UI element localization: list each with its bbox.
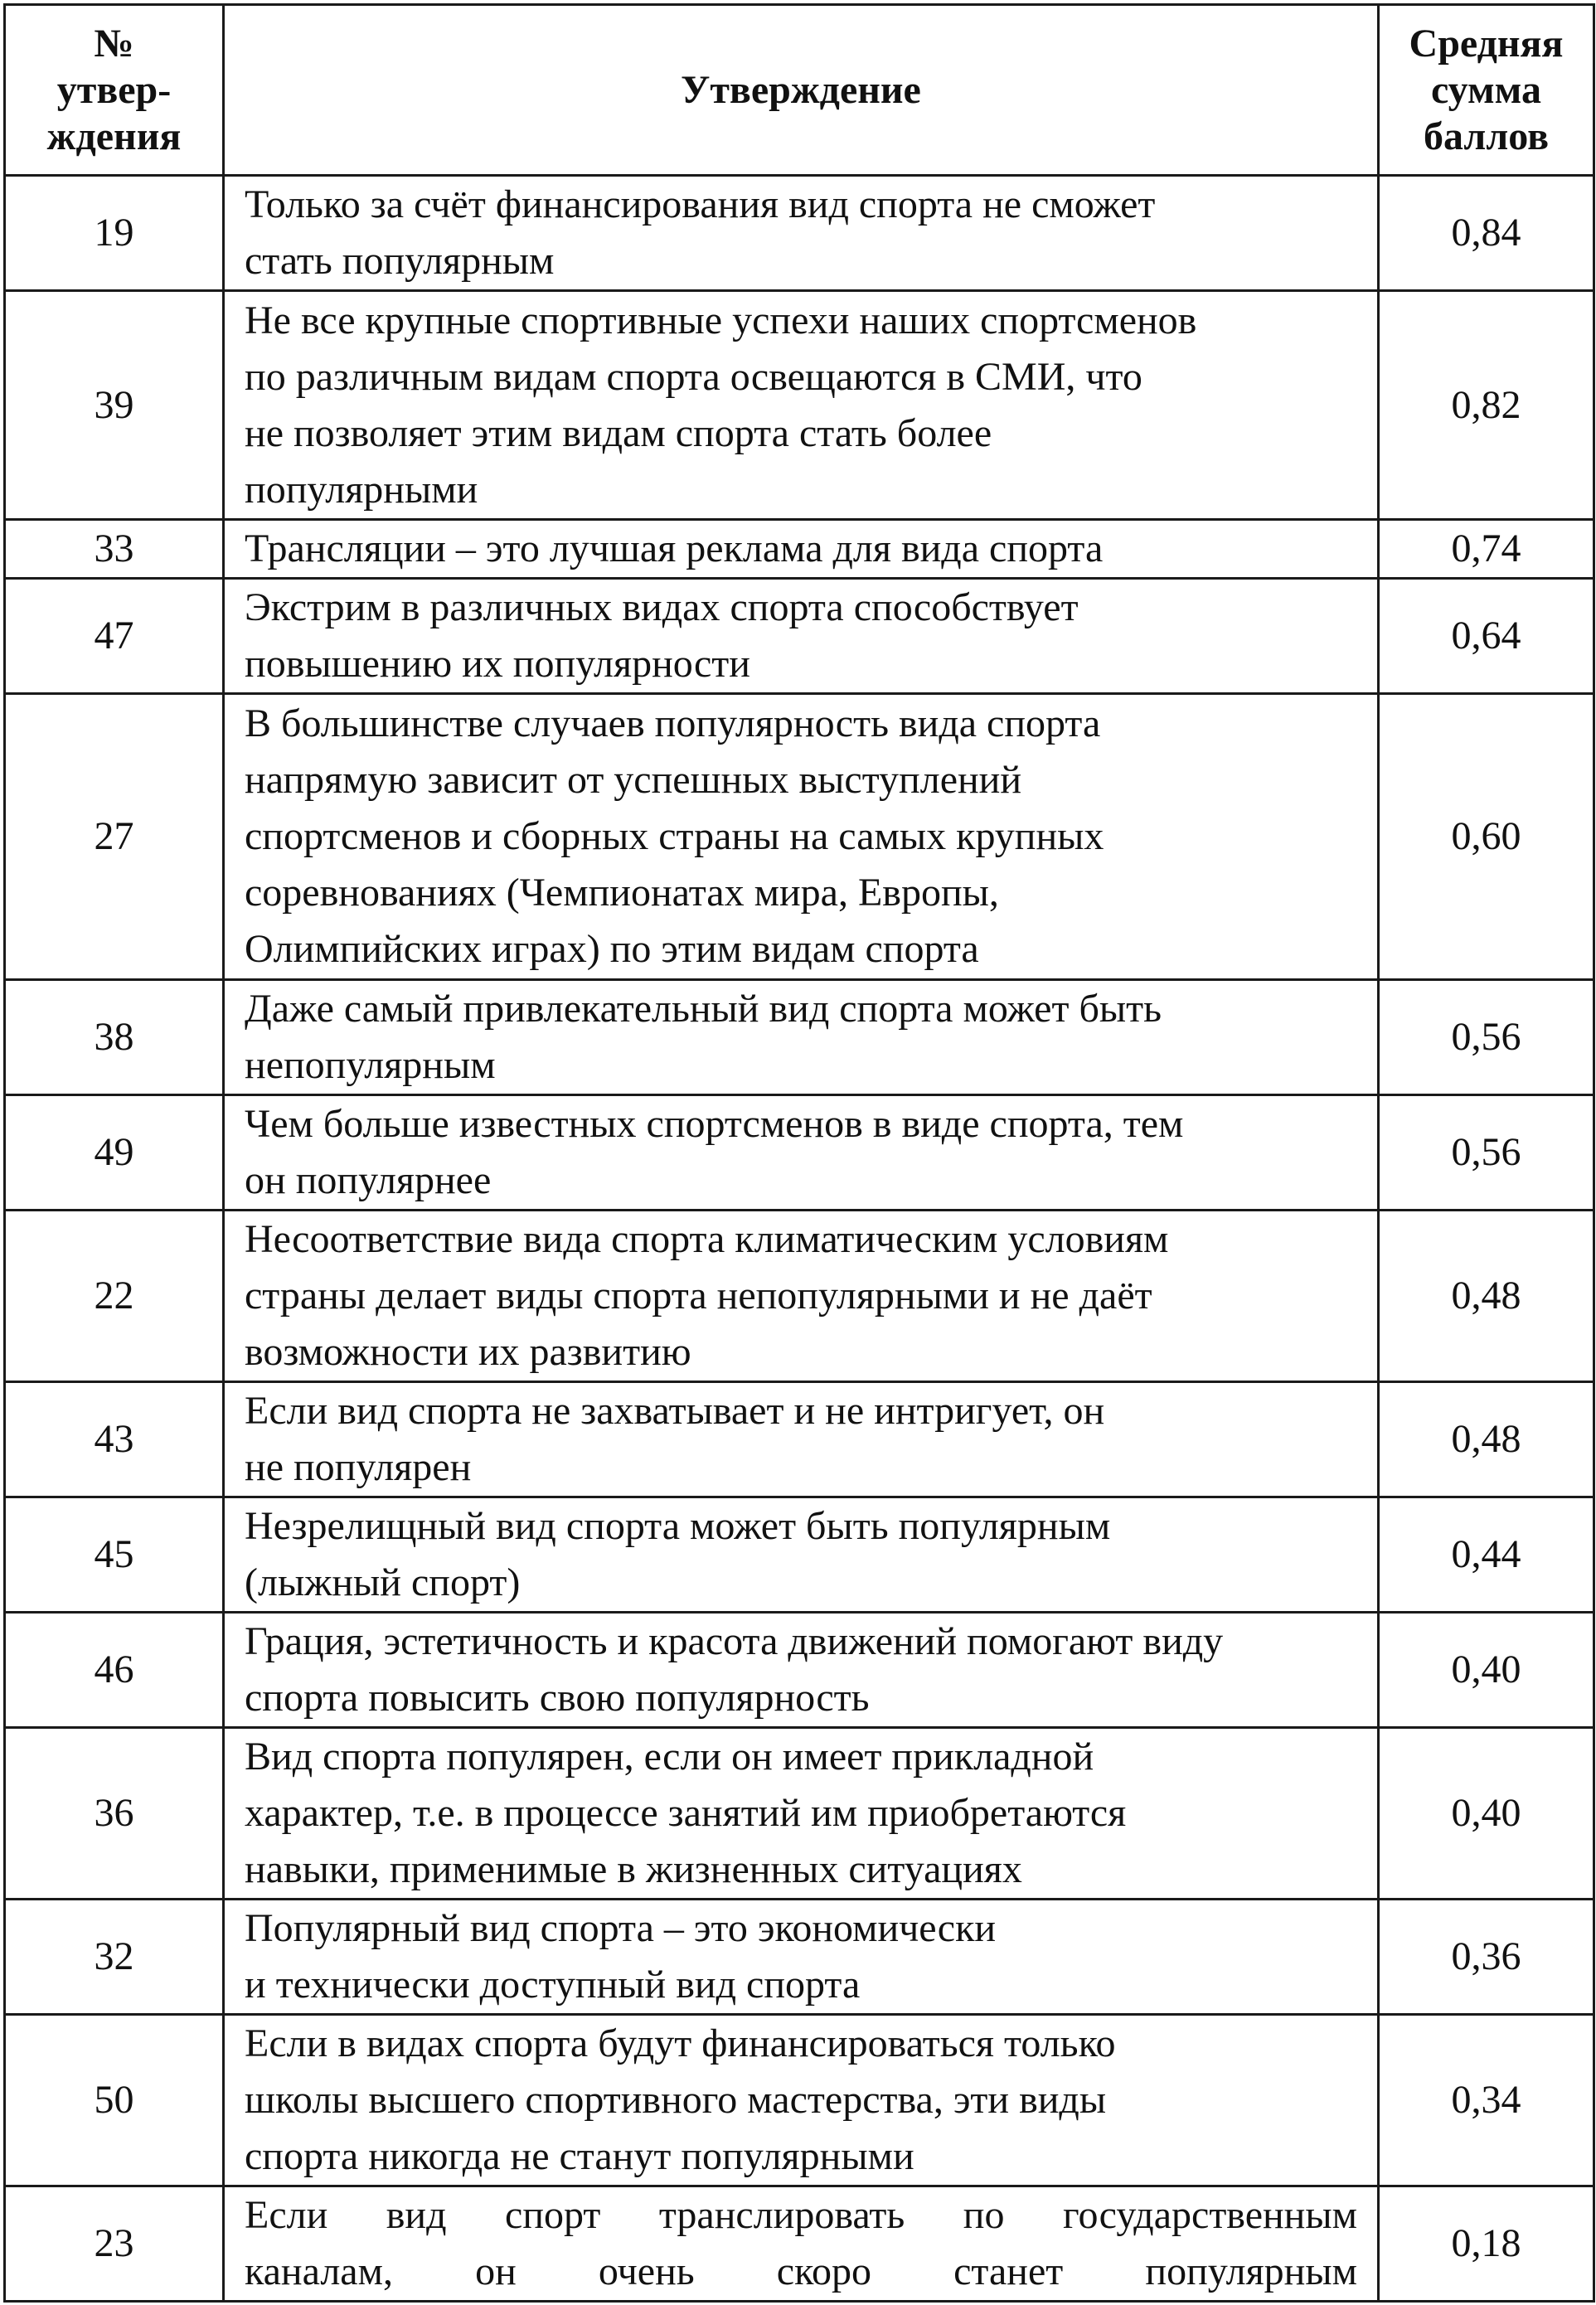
statement-line: Чем больше известных спортсменов в виде спорта, тем bbox=[245, 1102, 1184, 1146]
statement-number: 46 bbox=[5, 1613, 224, 1728]
statement-text bbox=[224, 694, 1379, 980]
statement-line: спорта повысить свою популярность bbox=[245, 1676, 870, 1720]
statement-line: характер, т.е. в процессе занятий им приобретаются bbox=[245, 1791, 1127, 1835]
average-score: 0,34 bbox=[1379, 2015, 1594, 2186]
statement-text bbox=[224, 1497, 1379, 1613]
statement-number: 22 bbox=[5, 1211, 224, 1382]
average-score: 0,40 bbox=[1379, 1613, 1594, 1728]
header-number-line: ждения bbox=[46, 114, 182, 158]
statement-text bbox=[224, 1211, 1379, 1382]
average-score: 0,84 bbox=[1379, 176, 1594, 291]
statement-line: Только за счёт финансирования вид спорта не сможет bbox=[245, 182, 1156, 226]
statement-text bbox=[224, 1095, 1379, 1211]
statement-number: 49 bbox=[5, 1095, 224, 1211]
statement-line: Трансляции – это лучшая реклама для вида спорта bbox=[245, 527, 1104, 570]
statement-line: В большинстве случаев популярность вида спорта bbox=[245, 701, 1101, 745]
statement-text bbox=[224, 520, 1379, 579]
average-score: 0,74 bbox=[1379, 520, 1594, 579]
average-score: 0,18 bbox=[1379, 2186, 1594, 2302]
average-score: 0,56 bbox=[1379, 1095, 1594, 1211]
statement-line: возможности их развитию bbox=[245, 1330, 691, 1374]
table-row bbox=[5, 579, 1594, 694]
statement-line: соревнованиях (Чемпионатах мира, Европы, bbox=[245, 871, 999, 915]
statement-line: каналам, он очень скоро станет популярным bbox=[245, 2249, 1357, 2293]
statement-line: Олимпийских играх) по этим видам спорта bbox=[245, 927, 979, 971]
table-row bbox=[5, 1728, 1594, 1900]
table-row bbox=[5, 694, 1594, 980]
statement-line: Вид спорта популярен, если он имеет прикладной bbox=[245, 1735, 1094, 1778]
header-number-line: № bbox=[94, 21, 134, 66]
table-row bbox=[5, 176, 1594, 291]
statement-line: Экстрим в различных видах спорта способствует bbox=[245, 585, 1079, 629]
statement-line: по различным видам спорта освещаются в СМИ, что bbox=[245, 354, 1142, 399]
statement-line: стать популярным bbox=[245, 239, 555, 283]
statement-line: Если в видах спорта будут финансироваться только bbox=[245, 2021, 1116, 2065]
statement-line: популярными bbox=[245, 467, 478, 512]
statement-number: 19 bbox=[5, 176, 224, 291]
average-score: 0,82 bbox=[1379, 291, 1594, 520]
table-row bbox=[5, 1900, 1594, 2015]
statement-number: 45 bbox=[5, 1497, 224, 1613]
table-row bbox=[5, 1382, 1594, 1497]
statement-line: Не все крупные спортивные успехи наших спортсменов bbox=[245, 298, 1197, 342]
table-row bbox=[5, 1095, 1594, 1211]
statement-line: Если вид спорт транслировать по государственным bbox=[245, 2193, 1357, 2237]
statement-line: Незрелищный вид спорта может быть популярным bbox=[245, 1504, 1111, 1548]
table-row bbox=[5, 291, 1594, 520]
average-score: 0,56 bbox=[1379, 980, 1594, 1095]
statement-line: (лыжный спорт) bbox=[245, 1560, 521, 1604]
table-row bbox=[5, 2186, 1594, 2302]
statement-number: 39 bbox=[5, 291, 224, 520]
statement-line: и технически доступный вид спорта bbox=[245, 1963, 861, 2007]
table-row bbox=[5, 2015, 1594, 2186]
statement-line: спорта никогда не станут популярными bbox=[245, 2134, 914, 2178]
average-score: 0,44 bbox=[1379, 1497, 1594, 1613]
statement-line: страны делает виды спорта непопулярными и не даёт bbox=[245, 1274, 1152, 1317]
statement-line: Несоответствие вида спорта климатическим условиям bbox=[245, 1217, 1169, 1261]
statement-number: 36 bbox=[5, 1728, 224, 1900]
statement-line: спортсменов и сборных страны на самых крупных bbox=[245, 814, 1104, 858]
header-score-line: Средняя bbox=[1409, 21, 1564, 66]
statement-line: Грация, эстетичность и красота движений помогают виду bbox=[245, 1619, 1224, 1663]
header-number bbox=[5, 5, 224, 176]
statement-text bbox=[224, 579, 1379, 694]
statement-number: 43 bbox=[5, 1382, 224, 1497]
statement-number: 27 bbox=[5, 694, 224, 980]
statement-text bbox=[224, 1728, 1379, 1900]
statement-text bbox=[224, 176, 1379, 291]
statement-text bbox=[224, 2015, 1379, 2186]
statement-line: не популярен bbox=[245, 1445, 472, 1489]
statement-line: школы высшего спортивного мастерства, эти виды bbox=[245, 2078, 1107, 2122]
header-score bbox=[1379, 5, 1594, 176]
statement-number: 32 bbox=[5, 1900, 224, 2015]
statement-line: не позволяет этим видам спорта стать более bbox=[245, 410, 992, 455]
statement-number: 33 bbox=[5, 520, 224, 579]
statement-text bbox=[224, 1613, 1379, 1728]
average-score: 0,48 bbox=[1379, 1211, 1594, 1382]
header-number-line: утвер- bbox=[56, 67, 172, 112]
header-statement: Утверждение bbox=[224, 5, 1379, 176]
table-row bbox=[5, 1211, 1594, 1382]
table-row bbox=[5, 980, 1594, 1095]
statement-number: 47 bbox=[5, 579, 224, 694]
average-score: 0,60 bbox=[1379, 694, 1594, 980]
statement-number: 50 bbox=[5, 2015, 224, 2186]
header-score-line: баллов bbox=[1423, 114, 1549, 158]
statement-text bbox=[224, 2186, 1379, 2302]
average-score: 0,40 bbox=[1379, 1728, 1594, 1900]
statement-line: Популярный вид спорта – это экономически bbox=[245, 1906, 997, 1950]
table-row bbox=[5, 1497, 1594, 1613]
statement-text bbox=[224, 980, 1379, 1095]
header-row bbox=[5, 5, 1594, 176]
average-score: 0,48 bbox=[1379, 1382, 1594, 1497]
statement-line: навыки, применимые в жизненных ситуациях bbox=[245, 1847, 1022, 1891]
statement-line: повышению их популярности bbox=[245, 642, 750, 686]
statement-text bbox=[224, 1900, 1379, 2015]
statement-number: 38 bbox=[5, 980, 224, 1095]
average-score: 0,36 bbox=[1379, 1900, 1594, 2015]
average-score: 0,64 bbox=[1379, 579, 1594, 694]
statement-text bbox=[224, 1382, 1379, 1497]
header-score-line: сумма bbox=[1430, 67, 1542, 112]
statement-line: напрямую зависит от успешных выступлений bbox=[245, 758, 1022, 802]
table-row bbox=[5, 1613, 1594, 1728]
statement-line: непопулярным bbox=[245, 1043, 496, 1087]
statement-text bbox=[224, 291, 1379, 520]
statement-line: он популярнее bbox=[245, 1158, 492, 1202]
statement-number: 23 bbox=[5, 2186, 224, 2302]
statement-line: Если вид спорта не захватывает и не интригует, он bbox=[245, 1389, 1105, 1433]
table-body bbox=[5, 176, 1594, 2302]
statement-line: Даже самый привлекательный вид спорта может быть bbox=[245, 987, 1162, 1031]
statements-table bbox=[3, 3, 1595, 2303]
table-row bbox=[5, 520, 1594, 579]
